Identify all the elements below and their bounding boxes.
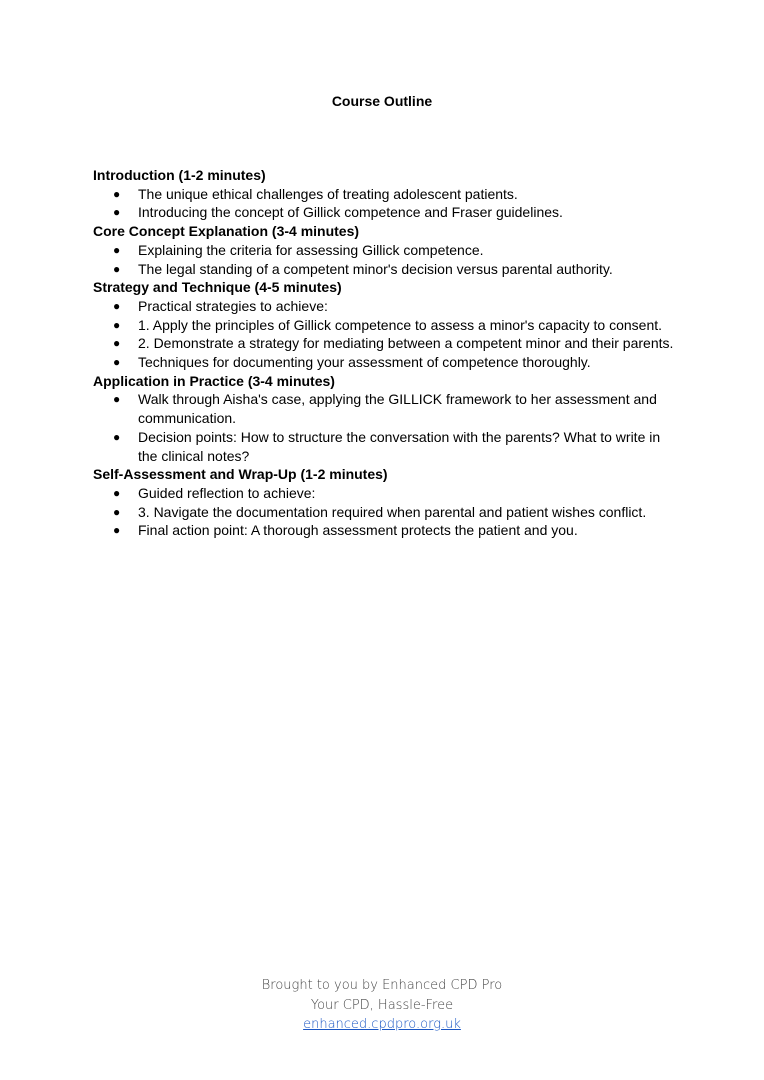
list-item-text: Guided reflection to achieve: [138,484,316,501]
section-heading: Self-Assessment and Wrap-Up (1-2 minutes) [93,466,388,483]
list-item [93,241,683,260]
section-heading: Core Concept Explanation (3-4 minutes) [93,223,360,240]
section-application [93,372,683,466]
footer-website-link[interactable]: enhanced.cpdpro.org.uk [303,1017,461,1032]
list-item-text: Decision points: How to structure the conversation with the parents? What to write in the clinical notes? [138,428,661,464]
bullet-icon: ● [113,261,121,276]
list-item [93,203,683,222]
section-self-assessment [93,465,683,540]
list-item-text: 1. Apply the principles of Gillick competence to assess a minor's capacity to consent. [138,316,663,333]
list-item [93,428,683,465]
list-item [93,297,683,316]
section-heading: Strategy and Technique (4-5 minutes) [93,279,342,296]
bullet-list [93,185,683,222]
bullet-icon: ● [113,429,121,444]
bullet-icon: ● [113,298,121,313]
bullet-icon: ● [113,523,121,538]
page-title: Course Outline [331,93,433,109]
list-item [93,484,683,503]
list-item-text: Final action point: A thorough assessment protects the patient and you. [138,522,578,539]
list-item [93,503,683,522]
list-item [93,390,683,427]
section-heading: Application in Practice (3-4 minutes) [93,372,335,389]
bullet-icon: ● [113,186,121,201]
list-item-text: Explaining the criteria for assessing Gillick competence. [138,241,484,258]
bullet-list [93,484,683,540]
section-introduction [93,166,683,222]
bullet-icon: ● [113,355,121,370]
footer-tagline: Brought to you by Enhanced CPD Pro [261,978,503,993]
bullet-list [93,297,683,372]
bullet-icon: ● [113,485,121,500]
list-item [93,353,683,372]
bullet-icon: ● [113,317,121,332]
bullet-icon: ● [113,205,121,220]
list-item-text: Walk through Aisha's case, applying the GILLICK framework to her assessment and communication. [138,391,657,427]
bullet-icon: ● [113,242,121,257]
list-item-text: 2. Demonstrate a strategy for mediating between a competent minor and their parents. [138,335,674,352]
bullet-icon: ● [113,392,121,407]
list-item-text: The legal standing of a competent minor's decision versus parental authority. [138,260,613,277]
list-item-text: Techniques for documenting your assessment of competence thoroughly. [138,354,591,371]
list-item-text: 3. Navigate the documentation required when parental and patient wishes conflict. [138,503,647,520]
list-item-text: Introducing the concept of Gillick competence and Fraser guidelines. [138,204,563,221]
list-item [93,260,683,279]
footer-slogan: Your CPD, Hassle-Free [310,997,454,1013]
bullet-icon: ● [113,336,121,351]
bullet-list [93,241,683,278]
section-core-concept [93,222,683,278]
list-item [93,334,683,353]
list-item [93,316,683,335]
list-item [93,521,683,540]
section-strategy [93,278,683,372]
section-heading: Introduction (1-2 minutes) [93,167,266,183]
list-item [93,185,683,204]
course-outline [93,166,683,540]
bullet-icon: ● [113,504,121,519]
bullet-list [93,390,683,465]
list-item-text: Practical strategies to achieve: [138,297,328,314]
list-item-text: The unique ethical challenges of treating adolescent patients. [138,185,518,202]
page-footer [0,976,764,1035]
